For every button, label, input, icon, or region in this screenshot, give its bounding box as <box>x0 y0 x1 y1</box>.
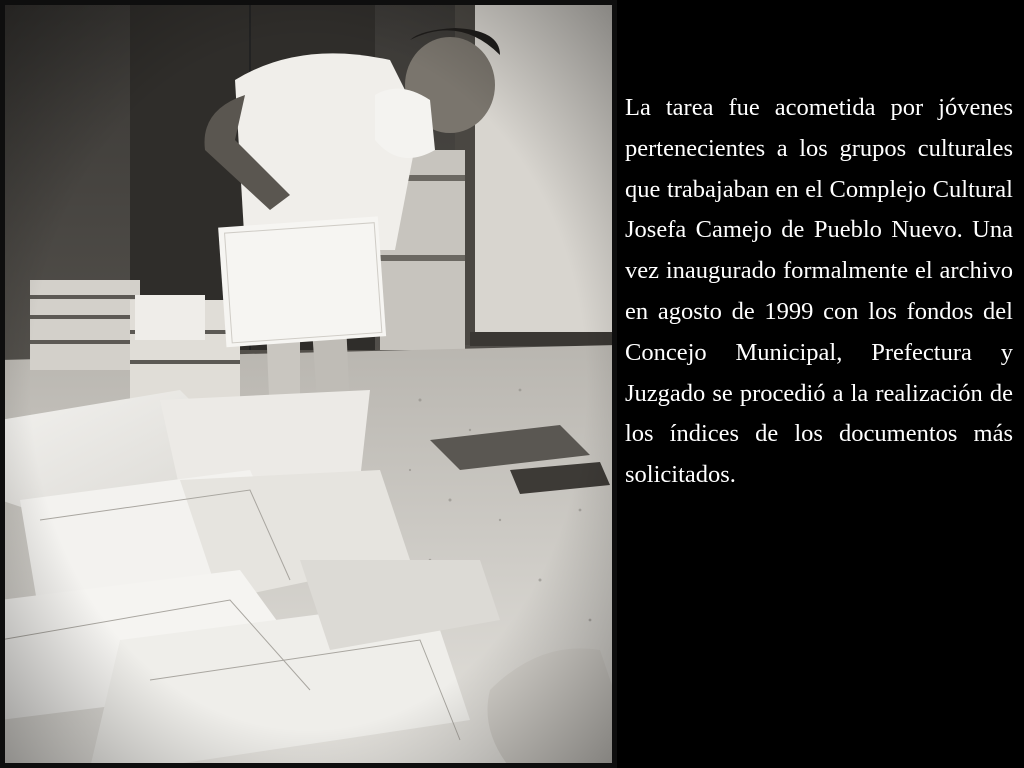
caption-text: La tarea fue acometida por jóvenes pertenecientes a los grupos culturales que trabajaban en el Complejo Cultural Josefa Camejo de Pueblo Nuevo. Una vez inaugurado formalmente el archivo en agosto de 1999 con los fondos del Concejo Municipal, Prefectura y Juzgado se procedió a la realización de los índices de los documentos más solicitados. <box>625 94 1013 489</box>
